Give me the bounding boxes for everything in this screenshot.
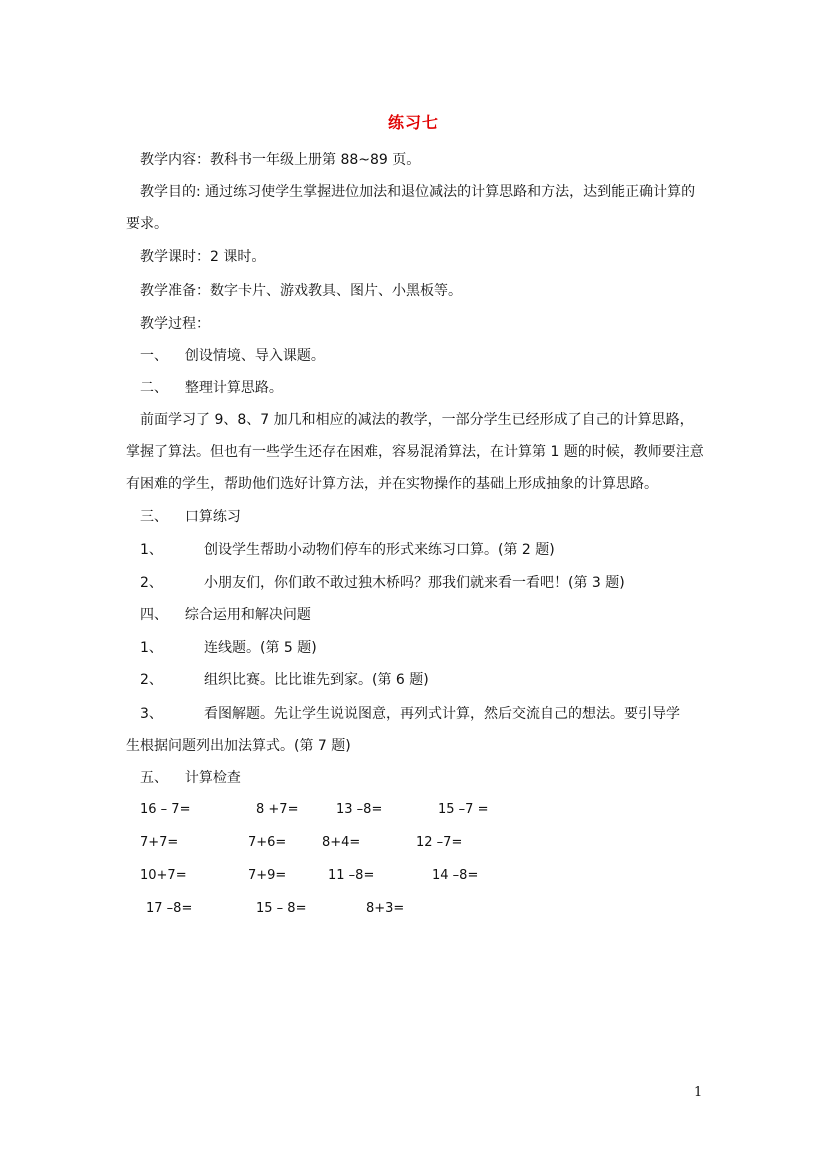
process-line: 教学过程： — [140, 316, 210, 332]
list-item-text: 组织比赛。比比谁先到家。(第 6 题) — [204, 672, 429, 688]
section-4 — [140, 606, 311, 624]
calc-item: 7+7= — [140, 835, 179, 850]
calc-item: 17 –8= — [146, 901, 193, 916]
section-3 — [140, 508, 241, 526]
calc-item: 12 –7= — [416, 835, 463, 850]
section-5-text: 计算检查 — [184, 770, 241, 786]
list-item — [140, 639, 163, 657]
section-3-text: 口算练习 — [184, 509, 241, 525]
calc-item: 16 – 7= — [140, 802, 191, 817]
list-item-num: 1、 — [140, 640, 163, 656]
hours-line: 教学课时：2 课时。 — [140, 249, 266, 265]
calc-item: 15 – 8= — [256, 901, 307, 916]
section-1 — [140, 347, 325, 365]
list-item-text: 看图解题。先让学生说说图意，再列式计算，然后交流自己的想法。要引导学 — [204, 706, 680, 722]
section-2 — [140, 379, 283, 397]
calc-item: 7+6= — [248, 835, 287, 850]
list-item — [140, 541, 163, 559]
calc-item: 11 –8= — [328, 868, 375, 883]
section-5 — [140, 769, 241, 787]
calc-item: 10+7= — [140, 868, 187, 883]
list-item — [140, 705, 163, 723]
section-2-num: 二、 — [140, 380, 168, 396]
list-item-text: 创设学生帮助小动物们停车的形式来练习口算。(第 2 题) — [204, 542, 555, 558]
list-item-num: 1、 — [140, 542, 163, 558]
calc-item: 8+3= — [366, 901, 405, 916]
calc-item: 14 –8= — [432, 868, 479, 883]
list-item-num: 3、 — [140, 706, 163, 722]
section-2-paragraph-text: 前面学习了 9、8、7 加几和相应的减法的教学，一部分学生已经形成了自己的计算思路，掌握了算法。但也有一些学生还存在困难，容易混淆算法，在计算第 1 题的时候，教师要注意有困难的学生，帮助他们选好计算方法，并在实物操作的基础上形成抽象的计算思路。 — [126, 412, 704, 492]
list-item — [140, 671, 163, 689]
calc-item: 8+4= — [322, 835, 361, 850]
section-2-paragraph — [126, 404, 706, 500]
section-3-num: 三、 — [140, 509, 168, 525]
section-4-text: 综合运用和解决问题 — [184, 607, 311, 623]
list-item-num: 2、 — [140, 672, 163, 688]
section-1-num: 一、 — [140, 348, 168, 364]
list-item-text: 连线题。(第 5 题) — [204, 640, 317, 656]
section-2-text: 整理计算思路。 — [184, 380, 283, 396]
list-item-continuation: 生根据问题列出加法算式。(第 7 题) — [126, 738, 351, 754]
prep-line: 教学准备：数字卡片、游戏教具、图片、小黑板等。 — [140, 283, 462, 299]
goal-text: 教学目的: 通过练习使学生掌握进位加法和退位减法的计算思路和方法，达到能正确计算的要求。 — [126, 184, 696, 232]
page-title: 练习七 — [387, 113, 439, 132]
calc-item: 15 –7 = — [438, 802, 489, 817]
list-item-text: 小朋友们，你们敢不敢过独木桥吗？那我们就来看一看吧！(第 3 题) — [204, 575, 625, 591]
list-item — [140, 574, 163, 592]
section-1-text: 创设情境、导入课题。 — [184, 348, 325, 364]
calc-item: 13 –8= — [336, 802, 383, 817]
page-number: 1 — [694, 1085, 703, 1100]
content-line: 教学内容：教科书一年级上册第 88~89 页。 — [140, 152, 421, 168]
calc-item: 8 +7= — [256, 802, 299, 817]
section-5-num: 五、 — [140, 770, 168, 786]
calc-item: 7+9= — [248, 868, 287, 883]
section-4-num: 四、 — [140, 607, 168, 623]
goal-paragraph — [126, 176, 706, 240]
list-item-num: 2、 — [140, 575, 163, 591]
